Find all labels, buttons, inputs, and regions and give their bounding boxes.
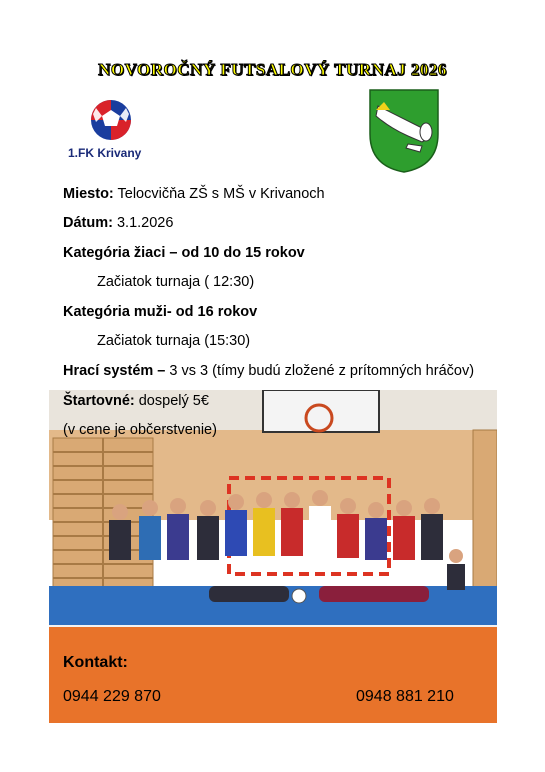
category-juniors-label: Kategória žiaci – od 10 do 15 rokov xyxy=(63,245,305,261)
category-men-start: Začiatok turnaja (15:30) xyxy=(97,333,251,349)
fee-line xyxy=(63,393,209,409)
fee-value: dospelý 5€ xyxy=(134,393,209,409)
team-photo xyxy=(49,390,497,723)
date-value: 3.1.2026 xyxy=(112,215,174,231)
system-value: 3 vs 3 (tímy budú zložené z prítomných hráčov) xyxy=(165,363,475,379)
fee-label: Štartovné: xyxy=(63,393,135,409)
contact-label: Kontakt: xyxy=(63,654,128,671)
category-men xyxy=(63,304,257,320)
place-line xyxy=(63,186,325,202)
system-label: Hrací systém – xyxy=(63,363,166,379)
contact-phone-2: 0948 881 210 xyxy=(356,688,454,705)
place-label: Miesto: xyxy=(63,186,114,202)
date-line xyxy=(63,215,173,231)
poster-title: NOVOROČNÝ FUTSALOVÝ TURNAJ 2026 xyxy=(98,60,447,79)
football-icon xyxy=(91,100,131,140)
fee-note: (v cene je občerstvenie) xyxy=(63,422,217,438)
category-juniors-start: Začiatok turnaja ( 12:30) xyxy=(97,274,255,290)
village-crest xyxy=(368,88,440,174)
category-men-label: Kategória muži- od 16 rokov xyxy=(63,304,258,320)
contact-phone-1: 0944 229 870 xyxy=(63,688,161,705)
system-line xyxy=(63,363,474,379)
category-juniors xyxy=(63,245,305,261)
place-value: Telocvičňa ZŠ s MŠ v Krivanoch xyxy=(113,186,325,202)
date-label: Dátum: xyxy=(63,215,113,231)
club-name: 1.FK Krivany xyxy=(68,146,142,160)
